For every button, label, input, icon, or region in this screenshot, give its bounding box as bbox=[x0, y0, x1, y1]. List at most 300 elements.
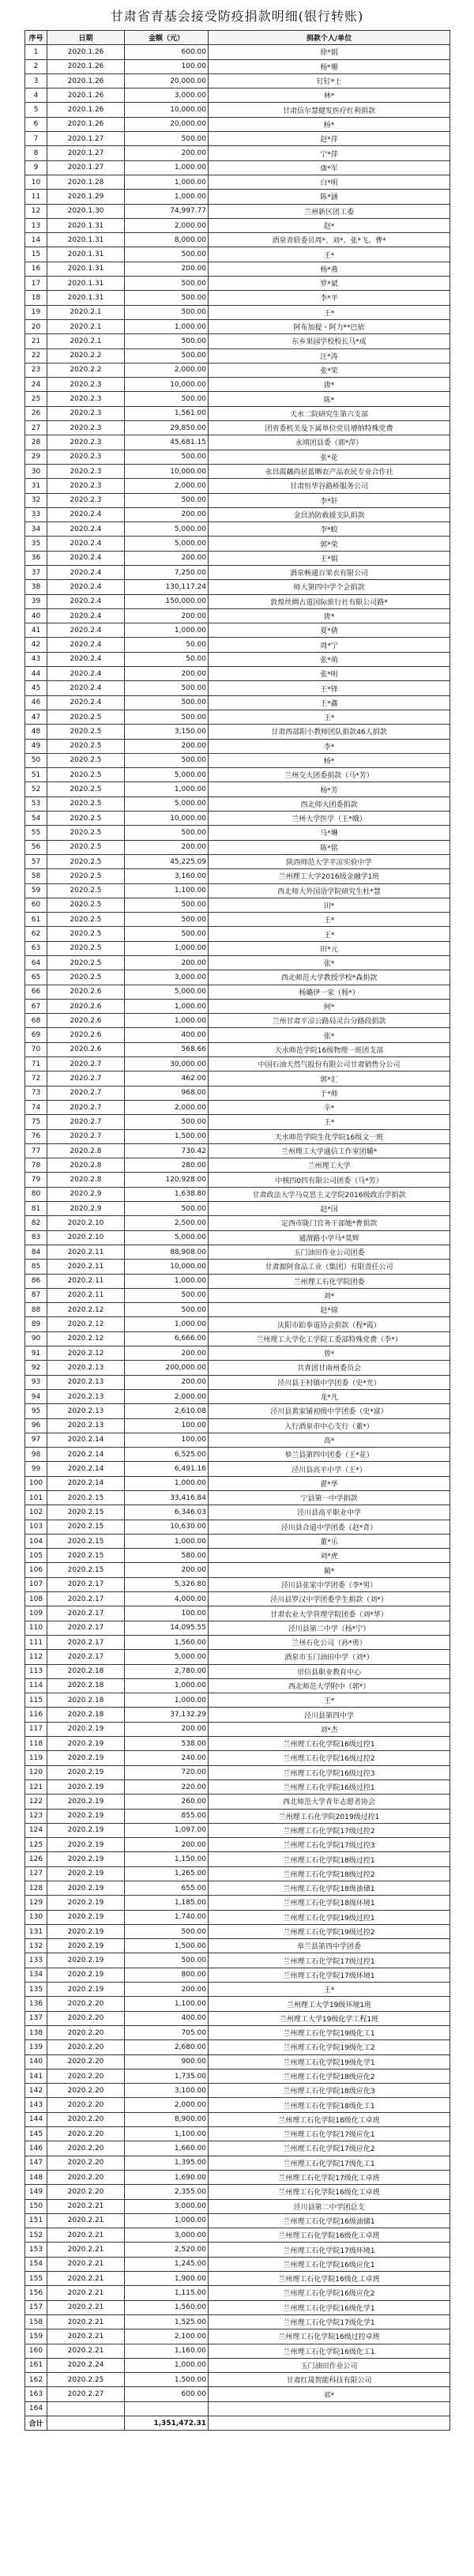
row-amount: 1,500.00 bbox=[125, 1939, 209, 1953]
table-row bbox=[25, 1389, 450, 1403]
row-index: 4 bbox=[25, 89, 47, 103]
row-index: 80 bbox=[25, 1187, 47, 1201]
row-date: 2020.2.3 bbox=[47, 421, 125, 435]
row-amount: 8,900.00 bbox=[125, 2112, 209, 2126]
row-date: 2020.2.21 bbox=[47, 2314, 125, 2329]
table-row bbox=[25, 898, 450, 912]
row-date: 2020.2.27 bbox=[47, 2387, 125, 2401]
row-amount: 5,000.00 bbox=[125, 1230, 209, 1245]
row-date: 2020.2.5 bbox=[47, 753, 125, 767]
table-row bbox=[25, 2373, 450, 2387]
row-index: 134 bbox=[25, 1968, 47, 1982]
row-date: 2020.2.5 bbox=[47, 970, 125, 985]
row-index: 1 bbox=[25, 45, 47, 59]
table-row bbox=[25, 537, 450, 551]
row-amount: 1,500.00 bbox=[125, 2373, 209, 2387]
row-date: 2020.2.4 bbox=[47, 623, 125, 638]
row-donor: 兰州理工石化学院17级环境1 bbox=[209, 2243, 450, 2257]
row-donor: 泾川县黄家铺初级中学团委（史*富） bbox=[209, 1404, 450, 1418]
row-amount: 5,000.00 bbox=[125, 1650, 209, 1664]
row-amount: 6,346.03 bbox=[125, 1505, 209, 1520]
row-donor: 兰州理工石化学院18级过控2 bbox=[209, 1866, 450, 1881]
row-amount: 200.00 bbox=[125, 507, 209, 522]
table-row bbox=[25, 2025, 450, 2039]
row-amount: 4,000.00 bbox=[125, 1592, 209, 1606]
row-donor: 兰州理工石化学院16级油储1 bbox=[209, 2213, 450, 2228]
header-index: 序号 bbox=[25, 31, 47, 45]
table-row bbox=[25, 218, 450, 232]
row-date: 2020.2.10 bbox=[47, 1216, 125, 1230]
table-row bbox=[25, 565, 450, 579]
row-amount: 260.00 bbox=[125, 1795, 209, 1809]
table-row bbox=[25, 1100, 450, 1114]
row-date: 2020.2.20 bbox=[47, 2069, 125, 2083]
row-donor: 西北师大外国语学院研究生杜*慧 bbox=[209, 883, 450, 898]
row-date: 2020.2.6 bbox=[47, 1014, 125, 1028]
row-donor: 天水师范学院16级物理一班团支部 bbox=[209, 1042, 450, 1056]
row-donor: 兰州理工石化学院16级化工1 bbox=[209, 2344, 450, 2358]
row-index: 67 bbox=[25, 999, 47, 1013]
row-donor: 王* bbox=[209, 710, 450, 724]
table-row bbox=[25, 2358, 450, 2372]
table-row bbox=[25, 450, 450, 464]
row-donor: 兰州理工石化学院团委 bbox=[209, 1274, 450, 1288]
row-donor: 兰州理工石化学院19级过控2 bbox=[209, 1924, 450, 1938]
row-donor: 兰州理工石化学院17级化工卓班 bbox=[209, 2170, 450, 2184]
table-row bbox=[25, 1476, 450, 1490]
row-date: 2020.2.19 bbox=[47, 1838, 125, 1852]
row-donor: 兰州理工石化学院18级过控1 bbox=[209, 1852, 450, 1866]
row-index: 90 bbox=[25, 1331, 47, 1346]
row-date: 2020.2.5 bbox=[47, 927, 125, 941]
row-amount: 500.00 bbox=[125, 826, 209, 840]
row-donor: 兰州理工石化学院16级过控2 bbox=[209, 1751, 450, 1765]
row-amount: 1,900.00 bbox=[125, 2272, 209, 2286]
row-index: 66 bbox=[25, 985, 47, 999]
row-donor: 泾川县合道中学团委（赵*奇） bbox=[209, 1520, 450, 1534]
table-row bbox=[25, 739, 450, 753]
row-date: 2020.2.21 bbox=[47, 2272, 125, 2286]
table-row bbox=[25, 681, 450, 695]
donation-table bbox=[24, 30, 450, 2431]
row-amount: 29,850.00 bbox=[125, 421, 209, 435]
row-donor: 杨* bbox=[209, 753, 450, 767]
row-amount: 14,095.55 bbox=[125, 1621, 209, 1635]
row-index: 28 bbox=[25, 435, 47, 450]
row-index: 129 bbox=[25, 1896, 47, 1910]
row-amount: 730.42 bbox=[125, 1143, 209, 1158]
row-donor: 兰州理工石化学院16级应化2 bbox=[209, 2286, 450, 2300]
row-amount: 855.00 bbox=[125, 1809, 209, 1823]
table-row bbox=[25, 1216, 450, 1230]
row-amount: 2,680.00 bbox=[125, 2040, 209, 2054]
table-row bbox=[25, 1230, 450, 1245]
row-amount: 968.00 bbox=[125, 1086, 209, 1100]
table-row bbox=[25, 1331, 450, 1346]
table-row bbox=[25, 146, 450, 160]
row-index: 149 bbox=[25, 2185, 47, 2199]
table-row bbox=[25, 1187, 450, 1201]
row-index: 101 bbox=[25, 1490, 47, 1505]
row-amount: 500.00 bbox=[125, 392, 209, 406]
row-donor: 兰州理工石化学院16级化工卓班 bbox=[209, 2272, 450, 2286]
row-amount: 100.00 bbox=[125, 59, 209, 73]
row-date: 2020.2.5 bbox=[47, 826, 125, 840]
row-index: 133 bbox=[25, 1953, 47, 1968]
row-donor: 兰州甘肃平凉公路局灵台分路段捐款 bbox=[209, 1014, 450, 1028]
row-donor: 皋兰县第四中学团委 bbox=[209, 1939, 450, 1953]
row-date: 2020.2.4 bbox=[47, 638, 125, 652]
table-row bbox=[25, 291, 450, 305]
row-donor: 张* bbox=[209, 1028, 450, 1042]
table-row bbox=[25, 725, 450, 739]
row-date: 2020.2.1 bbox=[47, 334, 125, 348]
row-donor: 兰州理工石化学院17级过控1 bbox=[209, 1953, 450, 1968]
row-amount: 720.00 bbox=[125, 1765, 209, 1779]
row-donor: 陈* bbox=[209, 392, 450, 406]
row-date: 2020.2.13 bbox=[47, 1389, 125, 1403]
row-donor: 翟*华 bbox=[209, 1476, 450, 1490]
row-index: 135 bbox=[25, 1983, 47, 1997]
row-amount: 6,525.00 bbox=[125, 1448, 209, 1462]
row-index: 112 bbox=[25, 1650, 47, 1664]
row-date: 2020.2.5 bbox=[47, 941, 125, 955]
row-donor: 兰州理工石化学院18级应化2 bbox=[209, 2069, 450, 2083]
row-amount: 200.00 bbox=[125, 146, 209, 160]
row-amount: 462.00 bbox=[125, 1071, 209, 1086]
row-date bbox=[47, 2401, 125, 2416]
table-row bbox=[25, 2314, 450, 2329]
row-date: 2020.2.17 bbox=[47, 1577, 125, 1591]
row-amount: 500.00 bbox=[125, 1202, 209, 1216]
row-amount: 500.00 bbox=[125, 753, 209, 767]
row-date: 2020.2.19 bbox=[47, 1866, 125, 1881]
row-date: 2020.2.5 bbox=[47, 797, 125, 811]
row-donor: 陈*涵 bbox=[209, 190, 450, 204]
row-index: 57 bbox=[25, 854, 47, 868]
row-amount: 1,000.00 bbox=[125, 623, 209, 638]
row-index: 140 bbox=[25, 2054, 47, 2069]
row-index: 56 bbox=[25, 840, 47, 854]
table-row bbox=[25, 1260, 450, 1274]
row-date: 2020.2.4 bbox=[47, 608, 125, 623]
row-amount: 500.00 bbox=[125, 493, 209, 507]
row-donor: 兰州理工石化学院17级过控2 bbox=[209, 1823, 450, 1837]
row-index: 145 bbox=[25, 2127, 47, 2141]
row-date: 2020.2.13 bbox=[47, 1404, 125, 1418]
row-index: 83 bbox=[25, 1230, 47, 1245]
row-donor: 王* bbox=[209, 913, 450, 927]
row-date: 2020.2.4 bbox=[47, 537, 125, 551]
table-row bbox=[25, 1303, 450, 1317]
row-index: 30 bbox=[25, 464, 47, 478]
row-date: 2020.2.21 bbox=[47, 2329, 125, 2344]
table-row bbox=[25, 941, 450, 955]
table-row bbox=[25, 1852, 450, 1866]
table-row bbox=[25, 985, 450, 999]
row-amount: 1,150.00 bbox=[125, 1852, 209, 1866]
row-amount: 500.00 bbox=[125, 913, 209, 927]
row-index: 41 bbox=[25, 623, 47, 638]
row-index: 55 bbox=[25, 826, 47, 840]
row-date: 2020.2.3 bbox=[47, 435, 125, 450]
row-index: 132 bbox=[25, 1939, 47, 1953]
row-amount: 1,100.00 bbox=[125, 883, 209, 898]
table-row bbox=[25, 1779, 450, 1794]
row-date: 2020.2.18 bbox=[47, 1708, 125, 1722]
row-donor: 西北师范大学青年志愿者协会 bbox=[209, 1795, 450, 1809]
row-date: 2020.2.19 bbox=[47, 1722, 125, 1736]
row-donor: 兰州理工石化学院16级应化1 bbox=[209, 2257, 450, 2271]
row-amount: 20,000.00 bbox=[125, 117, 209, 131]
row-donor: 兰州理工石化学院16级过控1 bbox=[209, 1779, 450, 1794]
table-row bbox=[25, 493, 450, 507]
row-amount: 280.00 bbox=[125, 1158, 209, 1173]
row-donor: 兰州理工石化学院16级过控3 bbox=[209, 1765, 450, 1779]
table-row bbox=[25, 2185, 450, 2199]
table-row bbox=[25, 59, 450, 73]
row-donor: 兰州新区团工委 bbox=[209, 204, 450, 218]
row-donor: 兰州理工石化学院19级化学1 bbox=[209, 2054, 450, 2069]
row-amount: 200.00 bbox=[125, 262, 209, 276]
row-donor: 李*蛟 bbox=[209, 522, 450, 537]
row-donor: 李*平 bbox=[209, 291, 450, 305]
row-index: 128 bbox=[25, 1881, 47, 1896]
table-row bbox=[25, 363, 450, 377]
row-donor: 泾川县第二中学（杨*宁） bbox=[209, 1621, 450, 1635]
row-donor: 赵*锦 bbox=[209, 1303, 450, 1317]
row-index: 87 bbox=[25, 1288, 47, 1302]
row-date: 2020.2.11 bbox=[47, 1274, 125, 1288]
row-index: 154 bbox=[25, 2257, 47, 2271]
row-date: 2020.2.5 bbox=[47, 710, 125, 724]
row-donor: 刘* bbox=[209, 1288, 450, 1302]
row-index: 102 bbox=[25, 1505, 47, 1520]
row-date: 2020.2.12 bbox=[47, 1346, 125, 1361]
table-row bbox=[25, 1650, 450, 1664]
row-donor: 陈*铭 bbox=[209, 840, 450, 854]
table-row bbox=[25, 1375, 450, 1389]
total-label: 合计 bbox=[25, 2416, 47, 2430]
row-index: 124 bbox=[25, 1823, 47, 1837]
row-date: 2020.2.20 bbox=[47, 2141, 125, 2156]
row-amount: 200.00 bbox=[125, 1983, 209, 1997]
row-date: 2020.2.3 bbox=[47, 493, 125, 507]
table-row bbox=[25, 103, 450, 117]
row-index: 156 bbox=[25, 2286, 47, 2300]
table-row bbox=[25, 522, 450, 537]
row-date: 2020.2.20 bbox=[47, 1997, 125, 2011]
row-index: 79 bbox=[25, 1173, 47, 1187]
row-index: 43 bbox=[25, 652, 47, 666]
row-date: 2020.2.12 bbox=[47, 1331, 125, 1346]
row-donor: 康*军 bbox=[209, 160, 450, 175]
table-row bbox=[25, 1924, 450, 1938]
row-date: 2020.2.2 bbox=[47, 348, 125, 363]
table-row bbox=[25, 594, 450, 608]
row-index: 3 bbox=[25, 73, 47, 88]
row-date: 2020.2.25 bbox=[47, 2373, 125, 2387]
row-date: 2020.2.6 bbox=[47, 999, 125, 1013]
table-row bbox=[25, 2098, 450, 2112]
row-amount: 1,000.00 bbox=[125, 2358, 209, 2372]
row-date: 2020.2.19 bbox=[47, 1910, 125, 1924]
row-date: 2020.2.19 bbox=[47, 1924, 125, 1938]
row-index: 144 bbox=[25, 2112, 47, 2126]
row-donor: 兰州理工石化学院18级应化3 bbox=[209, 2084, 450, 2098]
row-donor: 张*花 bbox=[209, 450, 450, 464]
table-row bbox=[25, 117, 450, 131]
row-donor: 玉门油田作业公司 bbox=[209, 2358, 450, 2372]
row-date: 2020.2.7 bbox=[47, 1129, 125, 1143]
row-index: 148 bbox=[25, 2170, 47, 2184]
table-row bbox=[25, 2401, 450, 2416]
row-index: 94 bbox=[25, 1389, 47, 1403]
row-amount: 1,000.00 bbox=[125, 1274, 209, 1288]
row-index: 63 bbox=[25, 941, 47, 955]
table-row bbox=[25, 1433, 450, 1447]
row-date: 2020.2.20 bbox=[47, 2011, 125, 2025]
row-date: 2020.2.3 bbox=[47, 392, 125, 406]
row-donor: 兰州理工大学2016级金融学1班 bbox=[209, 869, 450, 883]
row-date: 2020.2.3 bbox=[47, 378, 125, 392]
row-index: 89 bbox=[25, 1317, 47, 1331]
row-date: 2020.2.9 bbox=[47, 1187, 125, 1201]
row-amount: 1,000.00 bbox=[125, 190, 209, 204]
row-amount: 500.00 bbox=[125, 334, 209, 348]
row-date: 2020.2.20 bbox=[47, 2084, 125, 2098]
row-date: 2020.1.31 bbox=[47, 233, 125, 247]
row-donor: 金昌消防救援支队捐款 bbox=[209, 507, 450, 522]
row-index: 10 bbox=[25, 175, 47, 189]
row-donor: 陕西师范大学平凉实验中学 bbox=[209, 854, 450, 868]
table-row bbox=[25, 1346, 450, 1361]
row-amount: 1,560.00 bbox=[125, 1635, 209, 1649]
table-row bbox=[25, 1795, 450, 1809]
row-index: 152 bbox=[25, 2228, 47, 2243]
table-row bbox=[25, 45, 450, 59]
row-date: 2020.1.26 bbox=[47, 73, 125, 88]
table-row bbox=[25, 1158, 450, 1173]
row-amount: 220.00 bbox=[125, 1779, 209, 1794]
row-date: 2020.2.14 bbox=[47, 1448, 125, 1462]
row-amount: 500.00 bbox=[125, 1924, 209, 1938]
table-row bbox=[25, 1997, 450, 2011]
row-amount: 100.00 bbox=[125, 1418, 209, 1433]
row-amount: 10,000.00 bbox=[125, 1260, 209, 1274]
table-row bbox=[25, 1549, 450, 1563]
row-date: 2020.2.20 bbox=[47, 2170, 125, 2184]
row-index: 92 bbox=[25, 1361, 47, 1375]
table-row bbox=[25, 277, 450, 291]
row-donor: 敦煌丝绸古道国际旅行社有限公司路* bbox=[209, 594, 450, 608]
table-row bbox=[25, 826, 450, 840]
table-row bbox=[25, 2272, 450, 2286]
row-donor: 兰州理工石化学院16级化工卓班 bbox=[209, 2185, 450, 2199]
row-index: 111 bbox=[25, 1635, 47, 1649]
table-row bbox=[25, 2199, 450, 2213]
row-date: 2020.1.26 bbox=[47, 117, 125, 131]
row-amount: 45,681.15 bbox=[125, 435, 209, 450]
row-donor bbox=[209, 2401, 450, 2416]
row-date: 2020.2.15 bbox=[47, 1563, 125, 1577]
row-amount: 1,660.00 bbox=[125, 2141, 209, 2156]
row-donor: 杨*珊 bbox=[209, 59, 450, 73]
table-row bbox=[25, 999, 450, 1013]
table-row bbox=[25, 1896, 450, 1910]
table-row bbox=[25, 1274, 450, 1288]
row-index: 14 bbox=[25, 233, 47, 247]
row-donor: 何* bbox=[209, 999, 450, 1013]
row-date: 2020.2.17 bbox=[47, 1592, 125, 1606]
row-date: 2020.2.7 bbox=[47, 1057, 125, 1071]
table-body bbox=[25, 45, 450, 2416]
row-index: 32 bbox=[25, 493, 47, 507]
row-amount: 5,000.00 bbox=[125, 985, 209, 999]
table-row bbox=[25, 406, 450, 420]
table-row bbox=[25, 334, 450, 348]
row-index: 48 bbox=[25, 725, 47, 739]
table-row bbox=[25, 1866, 450, 1881]
row-date: 2020.1.26 bbox=[47, 59, 125, 73]
row-date: 2020.2.4 bbox=[47, 594, 125, 608]
row-index: 8 bbox=[25, 146, 47, 160]
table-row bbox=[25, 421, 450, 435]
row-amount: 3,160.00 bbox=[125, 869, 209, 883]
row-amount: 1,000.00 bbox=[125, 175, 209, 189]
row-amount: 3,150.00 bbox=[125, 725, 209, 739]
table-row bbox=[25, 782, 450, 797]
row-amount: 3,000.00 bbox=[125, 2199, 209, 2213]
row-index: 15 bbox=[25, 247, 47, 262]
row-date: 2020.2.19 bbox=[47, 1953, 125, 1968]
table-row bbox=[25, 378, 450, 392]
table-row bbox=[25, 1071, 450, 1086]
row-index: 120 bbox=[25, 1765, 47, 1779]
row-index: 117 bbox=[25, 1722, 47, 1736]
row-donor: 杨* bbox=[209, 117, 450, 131]
row-date: 2020.2.15 bbox=[47, 1549, 125, 1563]
row-donor: 酒泉青联委员周*、刘*、张*飞、曹* bbox=[209, 233, 450, 247]
row-amount: 10,000.00 bbox=[125, 103, 209, 117]
row-donor: 西北师大团委捐款 bbox=[209, 797, 450, 811]
row-index: 72 bbox=[25, 1071, 47, 1086]
row-date: 2020.2.5 bbox=[47, 869, 125, 883]
row-donor: 兰州理工石化学院16级化学1 bbox=[209, 2300, 450, 2314]
row-date: 2020.2.14 bbox=[47, 1433, 125, 1447]
table-row bbox=[25, 1317, 450, 1331]
row-date: 2020.2.19 bbox=[47, 1852, 125, 1866]
row-date: 2020.2.20 bbox=[47, 2054, 125, 2069]
row-date: 2020.1.26 bbox=[47, 89, 125, 103]
table-row bbox=[25, 1664, 450, 1678]
row-index: 33 bbox=[25, 507, 47, 522]
table-row bbox=[25, 1635, 450, 1649]
row-donor: 张*萌 bbox=[209, 652, 450, 666]
row-donor: 杨*燕 bbox=[209, 262, 450, 276]
row-amount: 500.00 bbox=[125, 695, 209, 710]
row-index: 106 bbox=[25, 1563, 47, 1577]
table-row bbox=[25, 2170, 450, 2184]
header-amount: 金额（元） bbox=[125, 31, 209, 45]
table-row bbox=[25, 2040, 450, 2054]
row-date: 2020.2.21 bbox=[47, 2344, 125, 2358]
row-amount: 200.00 bbox=[125, 840, 209, 854]
row-index: 60 bbox=[25, 898, 47, 912]
row-amount: 500.00 bbox=[125, 291, 209, 305]
row-donor: 于*师 bbox=[209, 1086, 450, 1100]
row-donor: 周*宁 bbox=[209, 638, 450, 652]
